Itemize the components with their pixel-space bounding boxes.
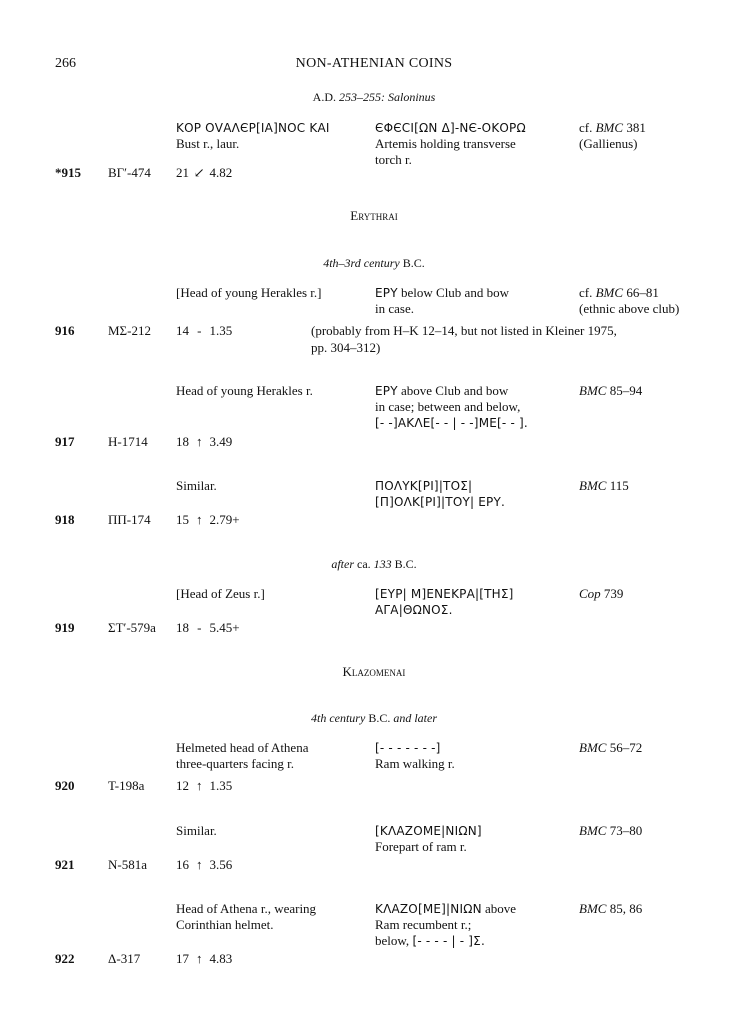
die-axis-arrow-icon: ↑ — [196, 857, 203, 872]
die-axis-arrow-icon: ↑ — [196, 951, 203, 966]
reverse-description: Artemis holding transverse — [375, 136, 516, 151]
measurements: 21 ↙ 4.82 — [176, 165, 233, 180]
reference-note: (Gallienus) — [579, 136, 638, 151]
die-axis-arrow-icon: ↙ — [193, 165, 205, 180]
reverse-legend: ΑΓΑ|ΘΩΝΟΣ. — [375, 603, 453, 617]
reverse-legend: [ΕΥΡ| Μ]ΕΝΕΚΡΑ|[ΤΗΣ] — [375, 587, 514, 601]
measurements: 15 ↑ 2.79+ — [176, 512, 240, 527]
obverse-description: Helmeted head of Athena — [176, 740, 309, 755]
obverse-legend: ΚΟΡ ΟVΑΛЄΡ[ΙΑ]ΝΟϹ ΚΑΙ — [176, 121, 330, 135]
reverse-line: ΕΡΥ above Club and bow — [375, 383, 509, 398]
die-axis-dash-icon: - — [197, 620, 202, 635]
running-title: NON-ATHENIAN COINS — [295, 56, 453, 71]
inventory-number: Η-1714 — [108, 434, 148, 449]
die-axis-arrow-icon: ↑ — [196, 434, 203, 449]
die-axis-arrow-icon: ↑ — [196, 512, 203, 527]
reference: BMC 73–80 — [579, 823, 643, 838]
die-axis-arrow-icon: ↑ — [196, 778, 203, 793]
obverse-description: Similar. — [176, 823, 217, 838]
reverse-legend: [- -]ΑΚΛΕ[- - | - -]ΜΕ[- - ]. — [375, 416, 528, 430]
obverse-description: [Head of Zeus r.] — [176, 586, 265, 601]
reverse-description: in case; between and below, — [375, 399, 521, 414]
entry-number: 922 — [55, 951, 75, 966]
measurements: 18 - 5.45+ — [176, 620, 240, 635]
reverse-line: ΚΛΑΖΟ[ΜΕ]|ΝΙΩΝ above — [375, 901, 517, 916]
entry-number: 919 — [55, 620, 75, 635]
reverse-line: ΕΡΥ below Club and bow — [375, 285, 509, 300]
inventory-number: ΣΤ′-579a — [108, 620, 156, 635]
die-axis-dash-icon: - — [197, 323, 202, 338]
reverse-description: torch r. — [375, 152, 412, 167]
inventory-number: Ν-581a — [108, 857, 147, 872]
reverse-legend: [ΚΛΑΖΟΜΕ|ΝΙΩΝ] — [375, 824, 482, 838]
page-number: 266 — [55, 56, 76, 71]
reverse-legend: [Π]ΟΛΚ[ΡΙ]|ΤΟΥ| ΕΡΥ. — [375, 495, 506, 509]
reference: BMC 85–94 — [579, 383, 643, 398]
entry-number: 918 — [55, 512, 75, 527]
note: (probably from H–K 12–14, but not listed in Kleiner 1975, — [311, 323, 617, 338]
entry-number: 916 — [55, 323, 75, 338]
reference: cf. BMC 381 — [579, 120, 646, 135]
inventory-number: ΒΓ′-474 — [108, 165, 151, 180]
note: pp. 304–312) — [311, 340, 381, 355]
inventory-number: ΠΠ-174 — [108, 512, 151, 527]
reverse-description: Ram walking r. — [375, 756, 455, 771]
entry-number: *915 — [55, 165, 81, 180]
inventory-number: Δ-317 — [108, 951, 141, 966]
obverse-description: [Head of young Herakles r.] — [176, 285, 322, 300]
section-heading-saloninus: A.D. 253–255: Saloninus — [312, 90, 436, 104]
reverse-legend: ΠΟΛΥΚ[ΡΙ]|ΤΟΣ| — [375, 479, 473, 493]
entry-number: 917 — [55, 434, 75, 449]
section-heading-erythrai: Erythrai — [350, 208, 398, 223]
inventory-number: Τ-198a — [108, 778, 145, 793]
reverse-legend: ЄΦЄϹΙ[ΩΝ Δ]-ΝЄ-ΟΚΟΡΩ — [375, 121, 526, 135]
reference: Cop 739 — [579, 586, 624, 601]
reverse-line: below, [- - - - | - ]Σ. — [375, 933, 485, 948]
measurements: 14 - 1.35 — [176, 323, 233, 338]
obverse-description: three-quarters facing r. — [176, 756, 295, 771]
period-heading: 4th–3rd century B.C. — [323, 256, 425, 270]
reverse-legend: [- - - - - - -] — [375, 741, 441, 755]
measurements: 12 ↑ 1.35 — [176, 778, 233, 793]
period-heading: after ca. 133 B.C. — [331, 557, 417, 571]
entry-number: 920 — [55, 778, 75, 793]
section-heading-klazomenai: Klazomenai — [342, 664, 406, 679]
inventory-number: ΜΣ-212 — [108, 323, 151, 338]
measurements: 17 ↑ 4.83 — [176, 951, 233, 966]
reference-note: (ethnic above club) — [579, 301, 680, 316]
reverse-description: Forepart of ram r. — [375, 839, 467, 854]
reference: BMC 115 — [579, 478, 629, 493]
obverse-description: Head of young Herakles r. — [176, 383, 313, 398]
reverse-description: in case. — [375, 301, 414, 316]
reference: BMC 85, 86 — [579, 901, 643, 916]
obverse-description: Similar. — [176, 478, 217, 493]
obverse-description: Head of Athena r., wearing — [176, 901, 317, 916]
reference: cf. BMC 66–81 — [579, 285, 659, 300]
reference: BMC 56–72 — [579, 740, 643, 755]
entry-number: 921 — [55, 857, 75, 872]
measurements: 18 ↑ 3.49 — [176, 434, 233, 449]
obverse-description: Bust r., laur. — [176, 136, 240, 151]
measurements: 16 ↑ 3.56 — [176, 857, 233, 872]
obverse-description: Corinthian helmet. — [176, 917, 274, 932]
reverse-description: Ram recumbent r.; — [375, 917, 472, 932]
period-heading: 4th century B.C. and later — [310, 711, 437, 725]
